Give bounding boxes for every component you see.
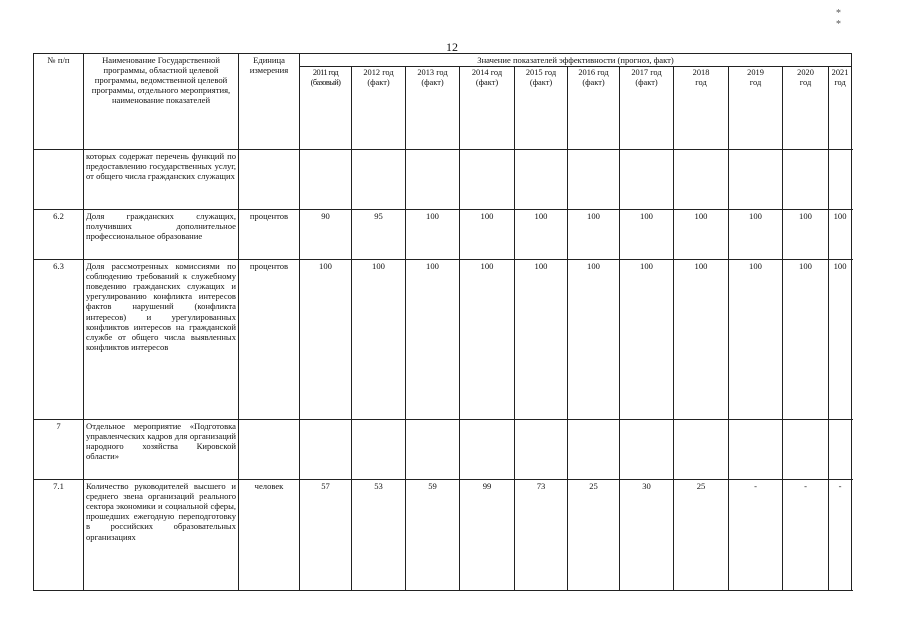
row-value-2013: 100	[406, 260, 460, 420]
row-value-2018	[674, 150, 729, 210]
row-unit	[239, 420, 300, 480]
row-value-2014: 100	[460, 210, 515, 260]
row-unit: человек	[239, 480, 300, 591]
row-value-2020	[783, 420, 829, 480]
row-value-2019	[729, 420, 783, 480]
header-year-2020: 2020 год	[783, 67, 829, 150]
row-value-2021: -	[829, 480, 852, 591]
row-num: 6.3	[34, 260, 84, 420]
row-value-2019: 100	[729, 210, 783, 260]
header-group: Значение показателей эффективности (прогноз, факт)	[300, 54, 852, 67]
row-value-2021: 100	[829, 210, 852, 260]
row-value-2012: 100	[352, 260, 406, 420]
row-value-2015: 100	[515, 210, 568, 260]
header-year-2021: 2021 год	[829, 67, 852, 150]
row-name: Доля гражданских служащих, получивших дополнительное профессиональное образование	[84, 210, 239, 260]
row-name: Доля рассмотренных комиссиями по соблюдению требований к служебному поведению гражданских служащих и урегулированию конфликта интересов фактов нарушений (конфликта интересов) и урегулированных конфликтов интересов на гражданской службе от общего числа выявленных конфликтов интересов	[84, 260, 239, 420]
row-value-2012: 53	[352, 480, 406, 591]
row-value-2013: 100	[406, 210, 460, 260]
row-value-2021	[829, 150, 852, 210]
header-year-2017: 2017 год (факт)	[620, 67, 674, 150]
row-name: которых содержат перечень функций по предоставлению государственных услуг, от общего числа гражданских служащих	[84, 150, 239, 210]
header-num: № п/п	[34, 54, 84, 150]
table-row	[34, 260, 852, 420]
row-num: 7.1	[34, 480, 84, 591]
header-year-2014: 2014 год (факт)	[460, 67, 515, 150]
row-value-2017	[620, 150, 674, 210]
header-year-2012: 2012 год (факт)	[352, 67, 406, 150]
row-value-2011: 100	[300, 260, 352, 420]
row-value-2020: 100	[783, 260, 829, 420]
row-value-2015: 73	[515, 480, 568, 591]
row-value-2018: 100	[674, 210, 729, 260]
row-num: 7	[34, 420, 84, 480]
row-value-2016	[568, 420, 620, 480]
row-value-2014: 99	[460, 480, 515, 591]
row-value-2012: 95	[352, 210, 406, 260]
row-num	[34, 150, 84, 210]
row-value-2020: -	[783, 480, 829, 591]
row-value-2011: 57	[300, 480, 352, 591]
header-row-1	[34, 54, 852, 67]
row-value-2019: -	[729, 480, 783, 591]
row-value-2016: 100	[568, 260, 620, 420]
row-value-2016: 25	[568, 480, 620, 591]
row-value-2018: 25	[674, 480, 729, 591]
row-value-2017: 100	[620, 260, 674, 420]
row-value-2011: 90	[300, 210, 352, 260]
row-value-2019: 100	[729, 260, 783, 420]
row-value-2021: 100	[829, 260, 852, 420]
indicators-table	[33, 53, 852, 591]
row-unit	[239, 150, 300, 210]
row-value-2016	[568, 150, 620, 210]
row-value-2013: 59	[406, 480, 460, 591]
row-value-2018: 100	[674, 260, 729, 420]
table-row	[34, 210, 852, 260]
row-value-2015	[515, 150, 568, 210]
header-year-2013: 2013 год (факт)	[406, 67, 460, 150]
row-value-2014: 100	[460, 260, 515, 420]
page-number: 12	[446, 40, 458, 54]
header-name: Наименование Государственной программы, областной целевой программы, ведомственной целевой программы, отдельного мероприятия, наименование показателей	[84, 54, 239, 150]
header-year-2019: 2019 год	[729, 67, 783, 150]
row-value-2020	[783, 150, 829, 210]
header-year-2018: 2018 год	[674, 67, 729, 150]
row-value-2017: 30	[620, 480, 674, 591]
row-name: Отдельное мероприятие «Подготовка управленческих кадров для организаций народного хозяйства Кировской области»	[84, 420, 239, 480]
header-year-2011: 2011 год (базовый)	[300, 67, 352, 150]
row-value-2020: 100	[783, 210, 829, 260]
row-value-2017: 100	[620, 210, 674, 260]
table-row	[34, 420, 852, 480]
header-year-2016: 2016 год (факт)	[568, 67, 620, 150]
corner-mark: * *	[836, 8, 863, 30]
row-value-2014	[460, 420, 515, 480]
row-value-2016: 100	[568, 210, 620, 260]
row-value-2011	[300, 150, 352, 210]
table-row	[34, 150, 852, 210]
row-value-2017	[620, 420, 674, 480]
row-value-2013	[406, 150, 460, 210]
row-value-2012	[352, 420, 406, 480]
row-value-2011	[300, 420, 352, 480]
row-value-2014	[460, 150, 515, 210]
row-unit: процентов	[239, 260, 300, 420]
row-value-2018	[674, 420, 729, 480]
row-value-2021	[829, 420, 852, 480]
header-unit: Единица измерения	[239, 54, 300, 150]
header-year-2015: 2015 год (факт)	[515, 67, 568, 150]
row-value-2013	[406, 420, 460, 480]
table-row	[34, 480, 852, 591]
row-value-2019	[729, 150, 783, 210]
row-value-2015	[515, 420, 568, 480]
row-value-2012	[352, 150, 406, 210]
row-unit: процентов	[239, 210, 300, 260]
row-value-2015: 100	[515, 260, 568, 420]
row-name: Количество руководителей высшего и среднего звена организаций реального сектора экономики и социальной сферы, прошедших ежегодную переподготовку в российских образовательных организациях	[84, 480, 239, 591]
row-num: 6.2	[34, 210, 84, 260]
